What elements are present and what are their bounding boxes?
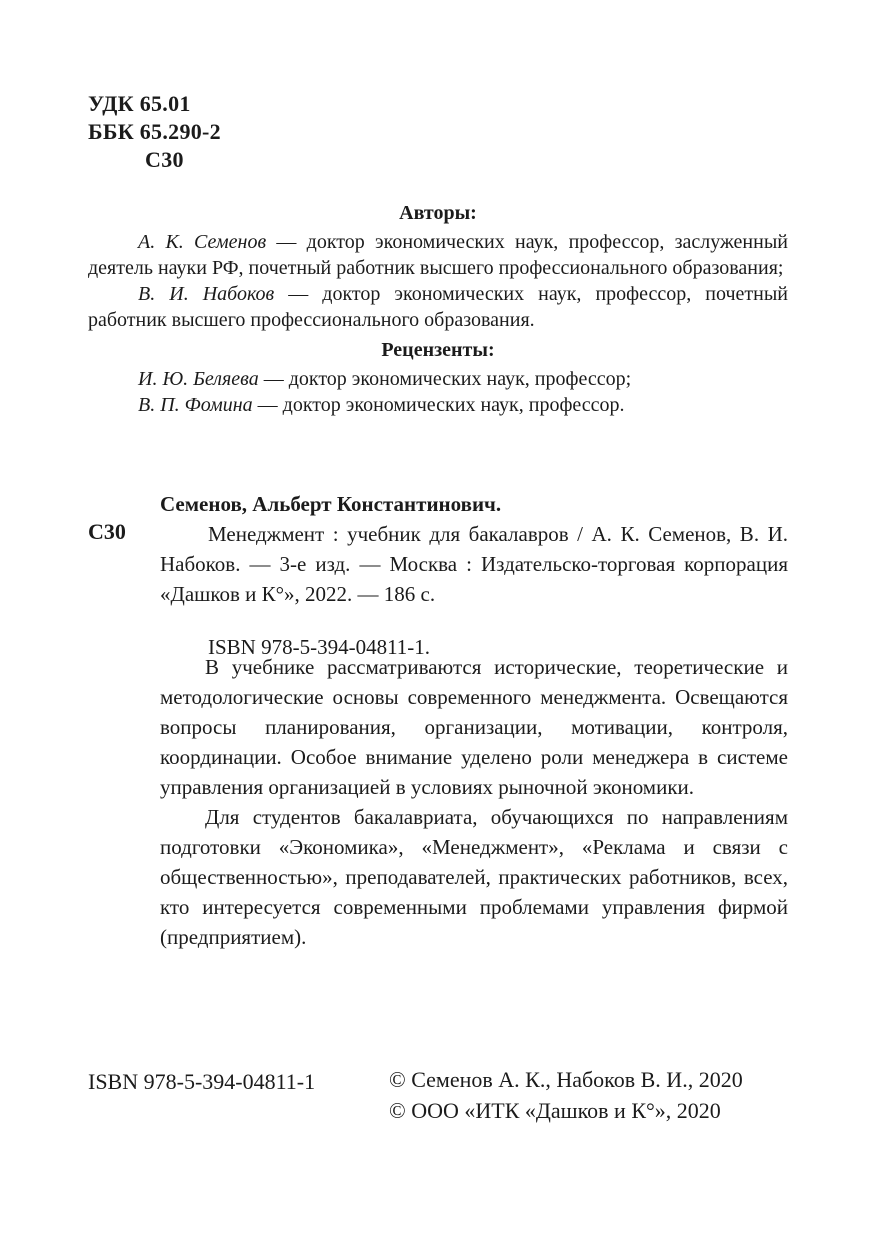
- author-description: — доктор экономических наук, профессор, заслуженный деятель науки РФ, почетный работник высшего профессионального образования;: [88, 231, 788, 279]
- author-description: — доктор экономических наук, профессор, почетный работник высшего профессионального образования.: [88, 283, 788, 331]
- author-name: В. И. Набоков: [138, 283, 275, 305]
- authors-section: [88, 200, 788, 333]
- catalog-heading: Семенов, Альберт Константинович.: [160, 492, 502, 516]
- author-entry: [88, 229, 788, 281]
- footer-isbn: ISBN 978-5-394-04811-1: [88, 1069, 316, 1094]
- authors-heading: Авторы:: [399, 202, 477, 224]
- copyright-line: © ООО «ИТК «Дашков и К°», 2020: [389, 1098, 721, 1123]
- catalog-margin-code: С30: [88, 519, 126, 544]
- reviewer-name: И. Ю. Беляева: [138, 368, 259, 390]
- annotation-paragraph: В учебнике рассматриваются исторические, теоретические и методологические основы современного менеджмента. Освещаются вопросы планирования, организации, мотивации, контроля, координации. Особое внимание уделено роли менеджера в системе управления организацией в условиях рыночной экономики.: [160, 655, 788, 799]
- classification-codes-block: [88, 90, 221, 174]
- reviewer-entry: [88, 392, 788, 418]
- annotation-paragraph: Для студентов бакалавриата, обучающихся по направлениям подготовки «Экономика», «Менеджмент», «Реклама и связи с общественностью», преподавателей, практических работников, всех, кто интересуется современными проблемами управления фирмой (предприятием).: [160, 805, 788, 949]
- udk-line: УДК 65.01: [88, 91, 191, 116]
- annotation-block: [160, 652, 788, 952]
- author-entry: [88, 281, 788, 333]
- copyright-line: © Семенов А. К., Набоков В. И., 2020: [389, 1067, 743, 1092]
- catalog-isbn: ISBN 978-5-394-04811-1.: [208, 635, 431, 659]
- catalog-card: [160, 489, 788, 662]
- classification-code-line: С30: [145, 147, 184, 172]
- reviewer-entry: [88, 366, 788, 392]
- reviewers-section: [88, 337, 788, 418]
- catalog-description: Менеджмент : учебник для бакалавров / А. К. Семенов, В. И. Набоков. — 3-е изд. — Москва : Издательско-торговая корпорация «Дашков и К°», 2022. — 186 с.: [160, 522, 788, 606]
- reviewer-description: — доктор экономических наук, профессор.: [252, 394, 625, 416]
- bbk-line: ББК 65.290-2: [88, 119, 221, 144]
- copyright-block: [389, 1064, 743, 1126]
- reviewer-description: — доктор экономических наук, профессор;: [258, 368, 632, 390]
- reviewer-name: В. П. Фомина: [138, 394, 253, 416]
- author-name: А. К. Семенов: [138, 231, 267, 253]
- reviewers-heading: Рецензенты:: [381, 339, 495, 361]
